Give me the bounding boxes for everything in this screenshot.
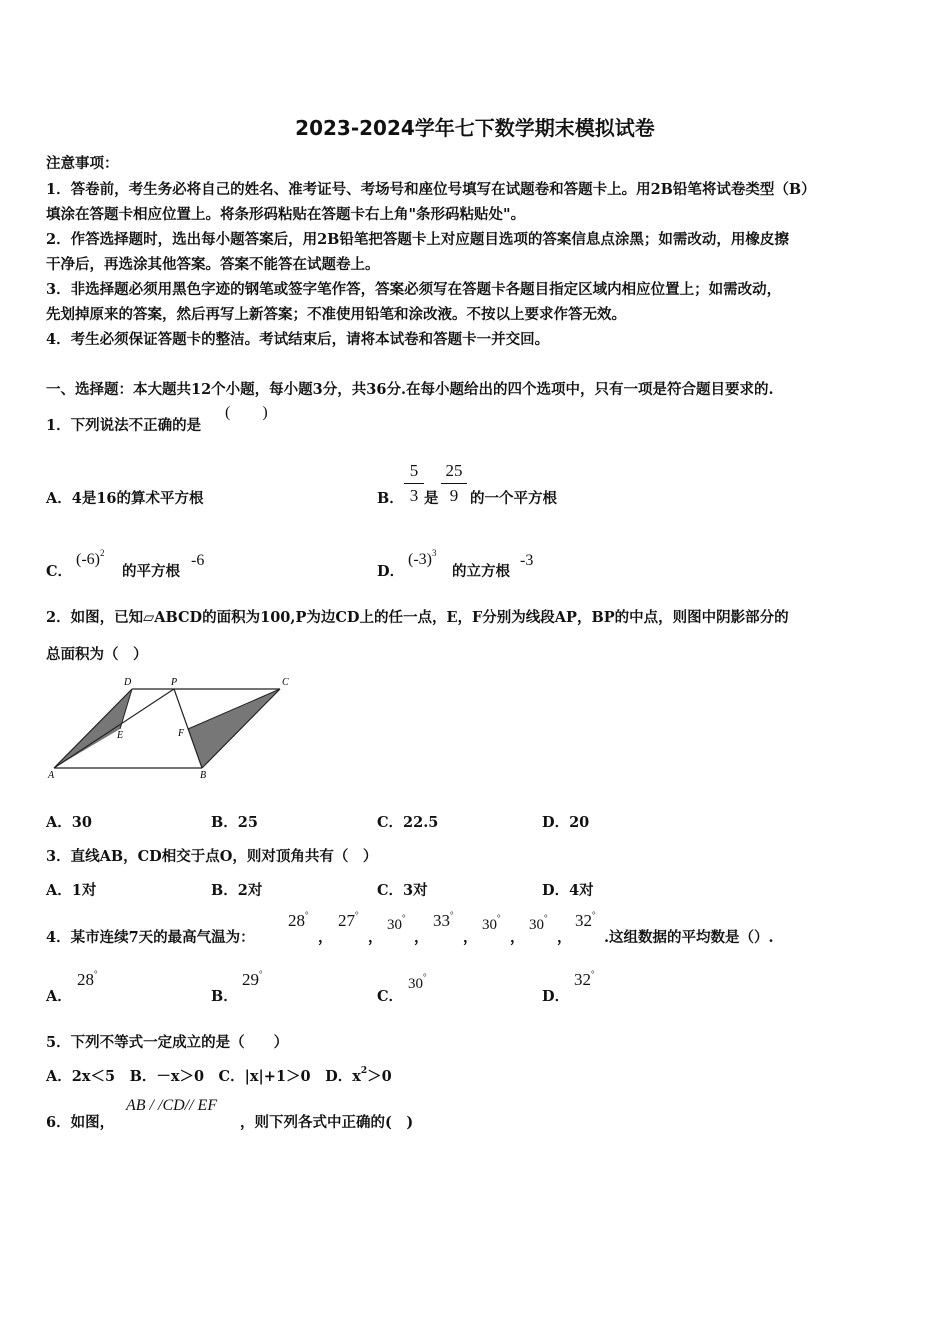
q2-stem-line-1: 2．如图，已知▱ABCD的面积为100,P为边CD上的任一点，E，F分别为线段AP，BP的中点，则图中阴影部分的 bbox=[46, 609, 789, 626]
q1-b-mid: 是 bbox=[424, 490, 439, 507]
q3-option-c: C．3对 bbox=[377, 882, 428, 899]
q4-sep-3: ， bbox=[414, 929, 429, 946]
q4-stem: 4．某市连续7天的最高气温为： bbox=[46, 929, 255, 946]
q1-b-fraction-2: 25 9 bbox=[441, 460, 467, 507]
q4-sep-2: ， bbox=[368, 929, 383, 946]
label-d: D bbox=[124, 677, 132, 688]
q4-option-c-value: 30° bbox=[408, 972, 427, 992]
q4-temp-4: 33° bbox=[433, 910, 454, 930]
label-b: B bbox=[200, 770, 207, 781]
q1-option-b-label: B． bbox=[377, 490, 404, 507]
q4-sep-6: ， bbox=[557, 929, 572, 946]
q4-temp-6: 30° bbox=[529, 913, 548, 933]
q4-option-b-label: B． bbox=[211, 988, 238, 1005]
notes-line-6: 先划掉原来的答案，然后再写上新答案；不准使用铅笔和涂改液。不按以上要求作答无效。 bbox=[46, 306, 626, 323]
q6-expression: AB / /CD// EF bbox=[126, 1097, 218, 1114]
q4-temp-7: 32° bbox=[575, 910, 596, 930]
q1-stem: 1．下列说法不正确的是 bbox=[46, 417, 202, 434]
page-title: 2023-2024学年七下数学期末模拟试卷 bbox=[295, 116, 655, 140]
q4-temp-2: 27° bbox=[338, 910, 359, 930]
segment-ap bbox=[54, 689, 174, 768]
q2-option-c: C．22.5 bbox=[377, 814, 439, 831]
q4-temp-3: 30° bbox=[387, 913, 406, 933]
q1-option-a: A．4是16的算术平方根 bbox=[46, 490, 204, 507]
label-e: E bbox=[117, 730, 124, 741]
q4-option-b-value: 29° bbox=[242, 969, 263, 989]
q2-option-b: B．25 bbox=[211, 814, 258, 831]
q1-option-c-label: C． bbox=[46, 563, 73, 580]
parallelogram-figure bbox=[44, 672, 294, 784]
q3-stem: 3．直线AB，CD相交于点O，则对顶角共有（ ） bbox=[46, 848, 378, 865]
q5-options: A．2x＜5 B．－x＞0 C．|x|+1＞0 D．$x^2>0$ bbox=[46, 1066, 392, 1085]
q1-d-mid: 的立方根 bbox=[452, 563, 510, 580]
q4-temp-1: 28° bbox=[288, 910, 309, 930]
q2-option-d: D．20 bbox=[542, 814, 590, 831]
q3-option-a: A．1对 bbox=[46, 882, 97, 899]
q3-option-b: B．2对 bbox=[211, 882, 263, 899]
q2-stem-line-2: 总面积为（ ） bbox=[46, 646, 148, 663]
label-c: C bbox=[282, 677, 289, 688]
q4-stem-tail: .这组数据的平均数是（）. bbox=[604, 929, 774, 946]
q4-sep-5: ， bbox=[510, 929, 525, 946]
q6-stem-tail: ，则下列各式中正确的( ) bbox=[240, 1114, 414, 1131]
q4-option-d-label: D． bbox=[542, 988, 570, 1005]
q1-c-expr: $(-6)^2$ bbox=[76, 548, 105, 568]
section-heading: 一、选择题：本大题共12个小题，每小题3分，共36分.在每小题给出的四个选项中，只有一项是符合题目要求的. bbox=[46, 381, 774, 398]
q1-b-tail: 的一个平方根 bbox=[470, 490, 557, 507]
notes-heading: 注意事项： bbox=[46, 155, 119, 172]
q5-stem: 5．下列不等式一定成立的是（ ） bbox=[46, 1034, 289, 1051]
notes-line-4: 干净后，再选涂其他答案。答案不能答在试题卷上。 bbox=[46, 256, 380, 273]
q1-d-value: -3 bbox=[520, 552, 534, 569]
notes-line-7: 4．考生必须保证答题卡的整洁。考试结束后，请将本试卷和答题卡一并交回。 bbox=[46, 331, 550, 348]
q4-sep-1: ， bbox=[318, 929, 333, 946]
q1-b-fraction-1: 5 3 bbox=[404, 460, 424, 507]
label-f: F bbox=[178, 728, 185, 739]
q1-option-d-label: D． bbox=[377, 563, 405, 580]
label-a: A bbox=[48, 770, 55, 781]
q2-option-a: A．30 bbox=[46, 814, 92, 831]
notes-line-1: 1．答卷前，考生务必将自己的姓名、准考证号、考场号和座位号填写在试题卷和答题卡上。用2B铅笔将试卷类型（B） bbox=[46, 181, 816, 198]
notes-line-2: 填涂在答题卡相应位置上。将条形码粘贴在答题卡右上角"条形码粘贴处"。 bbox=[46, 206, 526, 223]
q1-paren: ( ) bbox=[225, 404, 268, 421]
q4-option-d-value: 32° bbox=[574, 969, 595, 989]
notes-line-5: 3．非选择题必须用黑色字迹的钢笔或签字笔作答，答案必须写在答题卡各题目指定区域内相应位置上；如需改动， bbox=[46, 281, 782, 298]
shaded-triangle-right bbox=[188, 689, 280, 768]
q4-sep-4: ， bbox=[463, 929, 478, 946]
q3-option-d: D．4对 bbox=[542, 882, 594, 899]
q4-option-a-value: 28° bbox=[77, 969, 98, 989]
label-p: P bbox=[171, 677, 178, 688]
q4-temp-5: 30° bbox=[482, 913, 501, 933]
q4-option-c-label: C． bbox=[377, 988, 404, 1005]
q6-stem: 6．如图， bbox=[46, 1114, 115, 1131]
q4-option-a-label: A． bbox=[46, 988, 72, 1005]
q1-d-expr: $(-3)^3$ bbox=[408, 548, 437, 568]
notes-line-3: 2．作答选择题时，选出每小题答案后，用2B铅笔把答题卡上对应题目选项的答案信息点涂黑；如需改动，用橡皮擦 bbox=[46, 231, 789, 248]
q1-c-value: -6 bbox=[191, 552, 205, 569]
q1-c-mid: 的平方根 bbox=[122, 563, 180, 580]
